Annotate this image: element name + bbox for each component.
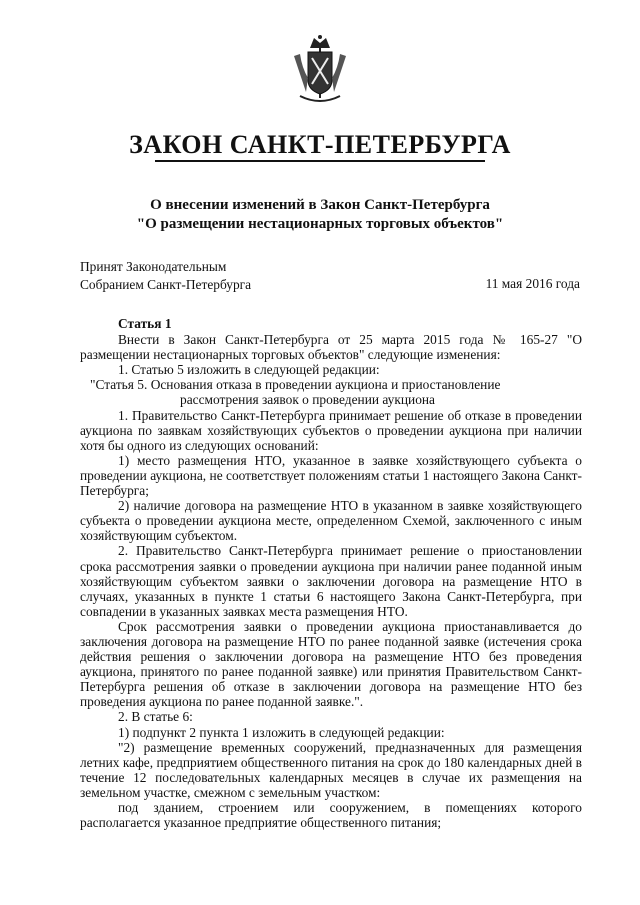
article-body bbox=[80, 316, 582, 830]
adopted-line-2: Собранием Санкт-Петербурга bbox=[80, 277, 252, 292]
paragraph: 1) подпункт 2 пункта 1 изложить в следующей редакции: bbox=[118, 724, 445, 740]
paragraph: 2. Правительство Санкт-Петербурга принимает решение о приостановлении срока рассмотрения заявки о проведении аукциона при наличии ранее поданной иным хозяйствующим субъектом заявки о заключении договора на размещение НТО в случаях, указанных в пункте 1 статьи 6 настоящего Закона Санкт-Петербурга, при совпадении в указанных заявках места размещения НТО. bbox=[80, 543, 582, 619]
coat-of-arms-icon bbox=[290, 34, 350, 104]
paragraph: "2) размещение временных сооружений, предназначенных для размещения летних кафе, предприятием общественного питания на срок до 180 календарных дней в течение 12 последовательных календарных месяцев в случае их размещения на земельном участке, смежном с земельным участком: bbox=[80, 739, 582, 800]
paragraph: Внести в Закон Санкт-Петербурга от 25 марта 2015 года № 165-27 "О размещении нестационарных торговых объектов" следующие изменения: bbox=[80, 332, 582, 363]
adoption-date: 11 мая 2016 года bbox=[485, 276, 580, 291]
paragraph: "Статья 5. Основания отказа в проведении аукциона и приостановление bbox=[90, 377, 501, 393]
subtitle-line-2: "О размещении нестационарных торговых объектов" bbox=[136, 216, 504, 232]
article-heading: Статья 1 bbox=[118, 316, 172, 331]
paragraph: 1. Статью 5 изложить в следующей редакции: bbox=[118, 362, 380, 378]
adopted-by bbox=[80, 258, 251, 294]
paragraph: 2. В статье 6: bbox=[118, 709, 193, 725]
adopted-line-1: Принят Законодательным bbox=[80, 259, 227, 274]
title-underline bbox=[155, 160, 485, 162]
paragraph: 1) место размещения НТО, указанное в заявке хозяйствующего субъекта о проведении аукциона, не соответствует положениям статьи 1 настоящего Закона Санкт-Петербурга; bbox=[80, 452, 582, 499]
paragraph: Срок рассмотрения заявки о проведении аукциона приостанавливается до заключения договора на размещение НТО по ранее поданной заявке (истечения срока действия решения о заключении договора на размещение НТО без проведения аукциона, принятого по ранее поданной заявке) или принятия Правительством Санкт-Петербурга решения об отказе в заключении договора на размещение НТО без проведения аукциона по ранее поданной заявке.". bbox=[80, 618, 582, 710]
paragraph: рассмотрения заявок о проведении аукциона bbox=[180, 392, 435, 408]
paragraph: под зданием, строением или сооружением, в помещениях которого располагается указанное предприятие общественного питания; bbox=[80, 800, 582, 831]
law-title: ЗАКОН САНКТ-ПЕТЕРБУРГА bbox=[129, 130, 511, 159]
paragraph: 1. Правительство Санкт-Петербурга принимает решение об отказе в проведении аукциона по заявкам хозяйствующих субъектов о проведении аукциона при наличии хотя бы одного из следующих оснований: bbox=[80, 407, 582, 453]
law-subtitle bbox=[0, 196, 640, 234]
subtitle-line-1: О внесении изменений в Закон Санкт-Петербурга bbox=[150, 197, 490, 213]
paragraph: 2) наличие договора на размещение НТО в указанном в заявке хозяйствующего субъекта о проведении аукциона месте, определенном Схемой, заключенного с иным хозяйствующим субъектом. bbox=[80, 498, 582, 544]
